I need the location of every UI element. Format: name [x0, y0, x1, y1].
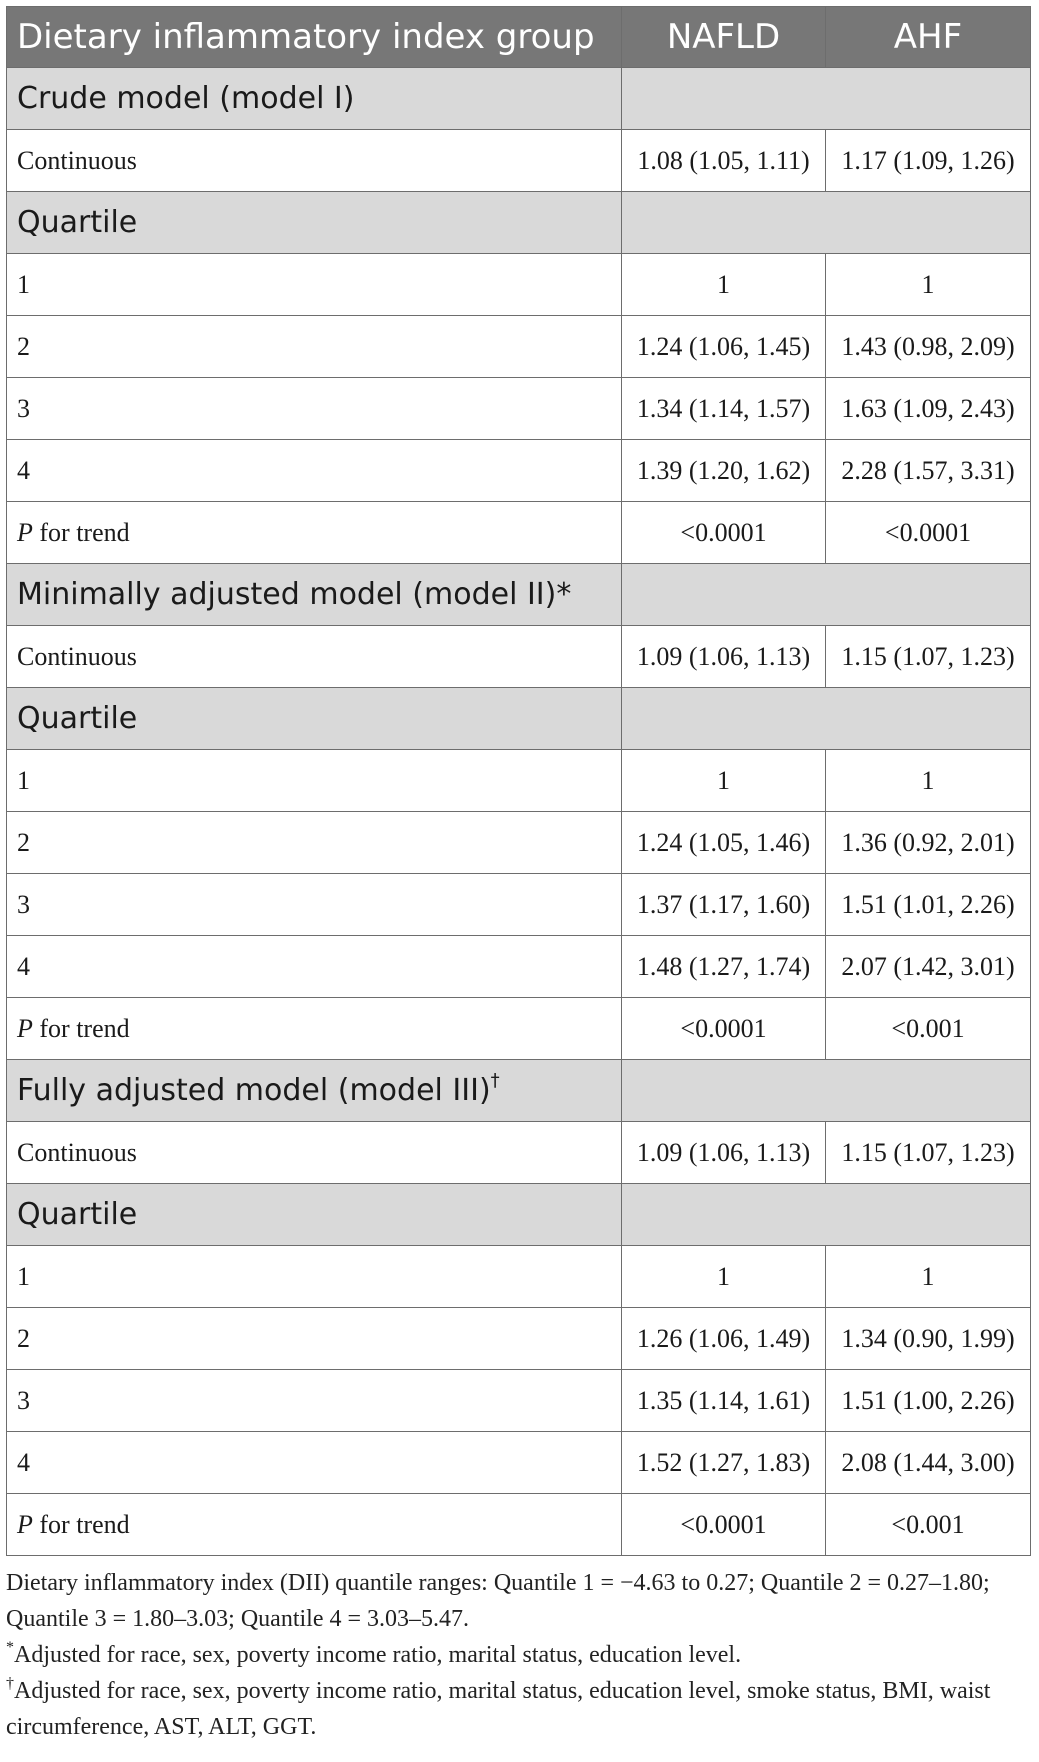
results-table-container — [6, 6, 1030, 1556]
cell-ahf: 1.63 (1.09, 2.43) — [826, 378, 1031, 440]
row-label-trend — [7, 998, 622, 1060]
footnote-marker-asterisk: * — [6, 1639, 14, 1656]
row-label: 3 — [7, 1370, 622, 1432]
row-label: 2 — [7, 1308, 622, 1370]
cell-nafld: 1.09 (1.06, 1.13) — [622, 626, 826, 688]
row-label: 3 — [7, 378, 622, 440]
table-row — [7, 440, 1031, 502]
cell-nafld: 1.48 (1.27, 1.74) — [622, 936, 826, 998]
section-title-text: Crude model (model I) — [17, 81, 355, 116]
quartile-blank-cell — [622, 192, 1031, 254]
cell-ahf: 1.34 (0.90, 1.99) — [826, 1308, 1031, 1370]
cell-ahf: 1.15 (1.07, 1.23) — [826, 626, 1031, 688]
cell-nafld: <0.0001 — [622, 502, 826, 564]
quartile-blank-cell — [622, 688, 1031, 750]
quartile-header-row — [7, 688, 1031, 750]
cell-ahf: 2.07 (1.42, 3.01) — [826, 936, 1031, 998]
cell-ahf: 1.43 (0.98, 2.09) — [826, 316, 1031, 378]
section-blank-cell — [622, 68, 1031, 130]
trend-label-rest: for trend — [32, 1013, 130, 1043]
cell-nafld: 1.39 (1.20, 1.62) — [622, 440, 826, 502]
cell-nafld: 1.52 (1.27, 1.83) — [622, 1432, 826, 1494]
table-row — [7, 874, 1031, 936]
table-row — [7, 1246, 1031, 1308]
table-row — [7, 378, 1031, 440]
quartile-label: Quartile — [7, 192, 622, 254]
cell-ahf: <0.001 — [826, 998, 1031, 1060]
table-row-trend — [7, 1494, 1031, 1556]
row-label-trend — [7, 502, 622, 564]
row-label: Continuous — [7, 130, 622, 192]
quartile-label: Quartile — [7, 1184, 622, 1246]
section-title — [7, 564, 622, 626]
cell-nafld: 1.35 (1.14, 1.61) — [622, 1370, 826, 1432]
table-row — [7, 936, 1031, 998]
quartile-blank-cell — [622, 1184, 1031, 1246]
table-row — [7, 1370, 1031, 1432]
row-label: 2 — [7, 316, 622, 378]
trend-label-rest: for trend — [32, 517, 130, 547]
cell-ahf: 1 — [826, 1246, 1031, 1308]
table-row-continuous — [7, 130, 1031, 192]
cell-nafld: 1.08 (1.05, 1.11) — [622, 130, 826, 192]
table-body — [7, 68, 1031, 1556]
section-title — [7, 1060, 622, 1122]
cell-nafld: 1.37 (1.17, 1.60) — [622, 874, 826, 936]
cell-ahf: 1.15 (1.07, 1.23) — [826, 1122, 1031, 1184]
row-label: 1 — [7, 750, 622, 812]
header-nafld: NAFLD — [622, 7, 826, 68]
cell-ahf: 1 — [826, 750, 1031, 812]
row-label: Continuous — [7, 626, 622, 688]
cell-ahf: 2.28 (1.57, 3.31) — [826, 440, 1031, 502]
cell-nafld: 1.34 (1.14, 1.57) — [622, 378, 826, 440]
cell-nafld: 1 — [622, 254, 826, 316]
row-label: 3 — [7, 874, 622, 936]
cell-nafld: 1.26 (1.06, 1.49) — [622, 1308, 826, 1370]
trend-p-italic: P — [17, 1013, 33, 1043]
table-row — [7, 812, 1031, 874]
section-title-marker: † — [490, 1070, 500, 1091]
footnote-dii-ranges: Dietary inflammatory index (DII) quantile ranges: Quantile 1 = −4.63 to 0.27; Quantile 2 = 0.27–1.80; Quantile 3 = 1.80–3.03; Quantile 4 = 3.03–5.47. — [6, 1570, 990, 1632]
cell-nafld: 1.24 (1.05, 1.46) — [622, 812, 826, 874]
cell-ahf: 1.51 (1.00, 2.26) — [826, 1370, 1031, 1432]
footnote-model-ii — [6, 1637, 1031, 1673]
table-row — [7, 316, 1031, 378]
cell-ahf: 1.51 (1.01, 2.26) — [826, 874, 1031, 936]
cell-ahf: 1.17 (1.09, 1.26) — [826, 130, 1031, 192]
row-label: 4 — [7, 1432, 622, 1494]
cell-ahf: 1 — [826, 254, 1031, 316]
quartile-header-row — [7, 192, 1031, 254]
cell-ahf: <0.001 — [826, 1494, 1031, 1556]
table-row-trend — [7, 502, 1031, 564]
trend-label-rest: for trend — [32, 1509, 130, 1539]
results-table — [6, 6, 1031, 1556]
table-footnotes — [6, 1565, 1031, 1745]
row-label: 1 — [7, 1246, 622, 1308]
header-ahf: AHF — [826, 7, 1031, 68]
footnote-model-iii-text: Adjusted for race, sex, poverty income ratio, marital status, education level, smoke status, BMI, waist circumference, AST, ALT, GGT. — [6, 1678, 991, 1740]
table-row-continuous — [7, 1122, 1031, 1184]
table-row — [7, 1308, 1031, 1370]
cell-nafld: <0.0001 — [622, 998, 826, 1060]
cell-ahf: 1.36 (0.92, 2.01) — [826, 812, 1031, 874]
cell-nafld: 1.09 (1.06, 1.13) — [622, 1122, 826, 1184]
footnote-model-iii — [6, 1673, 1031, 1745]
table-row — [7, 750, 1031, 812]
row-label-trend — [7, 1494, 622, 1556]
cell-nafld: <0.0001 — [622, 1494, 826, 1556]
header-group: Dietary inflammatory index group — [7, 7, 622, 68]
table-row-trend — [7, 998, 1031, 1060]
section-title-text: Fully adjusted model (model III) — [17, 1073, 491, 1108]
trend-p-italic: P — [17, 1509, 33, 1539]
quartile-label: Quartile — [7, 688, 622, 750]
section-header-row — [7, 564, 1031, 626]
cell-nafld: 1 — [622, 1246, 826, 1308]
table-row-continuous — [7, 626, 1031, 688]
trend-p-italic: P — [17, 517, 33, 547]
table-row — [7, 1432, 1031, 1494]
row-label: 4 — [7, 440, 622, 502]
row-label: 1 — [7, 254, 622, 316]
section-blank-cell — [622, 564, 1031, 626]
table-header-row — [7, 7, 1031, 68]
cell-nafld: 1.24 (1.06, 1.45) — [622, 316, 826, 378]
section-title — [7, 68, 622, 130]
cell-ahf: 2.08 (1.44, 3.00) — [826, 1432, 1031, 1494]
cell-ahf: <0.0001 — [826, 502, 1031, 564]
row-label: 4 — [7, 936, 622, 998]
row-label: 2 — [7, 812, 622, 874]
table-row — [7, 254, 1031, 316]
section-header-row — [7, 1060, 1031, 1122]
section-blank-cell — [622, 1060, 1031, 1122]
section-header-row — [7, 68, 1031, 130]
footnote-model-ii-text: Adjusted for race, sex, poverty income ratio, marital status, education level. — [14, 1642, 742, 1668]
row-label: Continuous — [7, 1122, 622, 1184]
section-title-text: Minimally adjusted model (model II)* — [17, 577, 572, 612]
quartile-header-row — [7, 1184, 1031, 1246]
cell-nafld: 1 — [622, 750, 826, 812]
footnote-marker-dagger: † — [6, 1675, 14, 1692]
